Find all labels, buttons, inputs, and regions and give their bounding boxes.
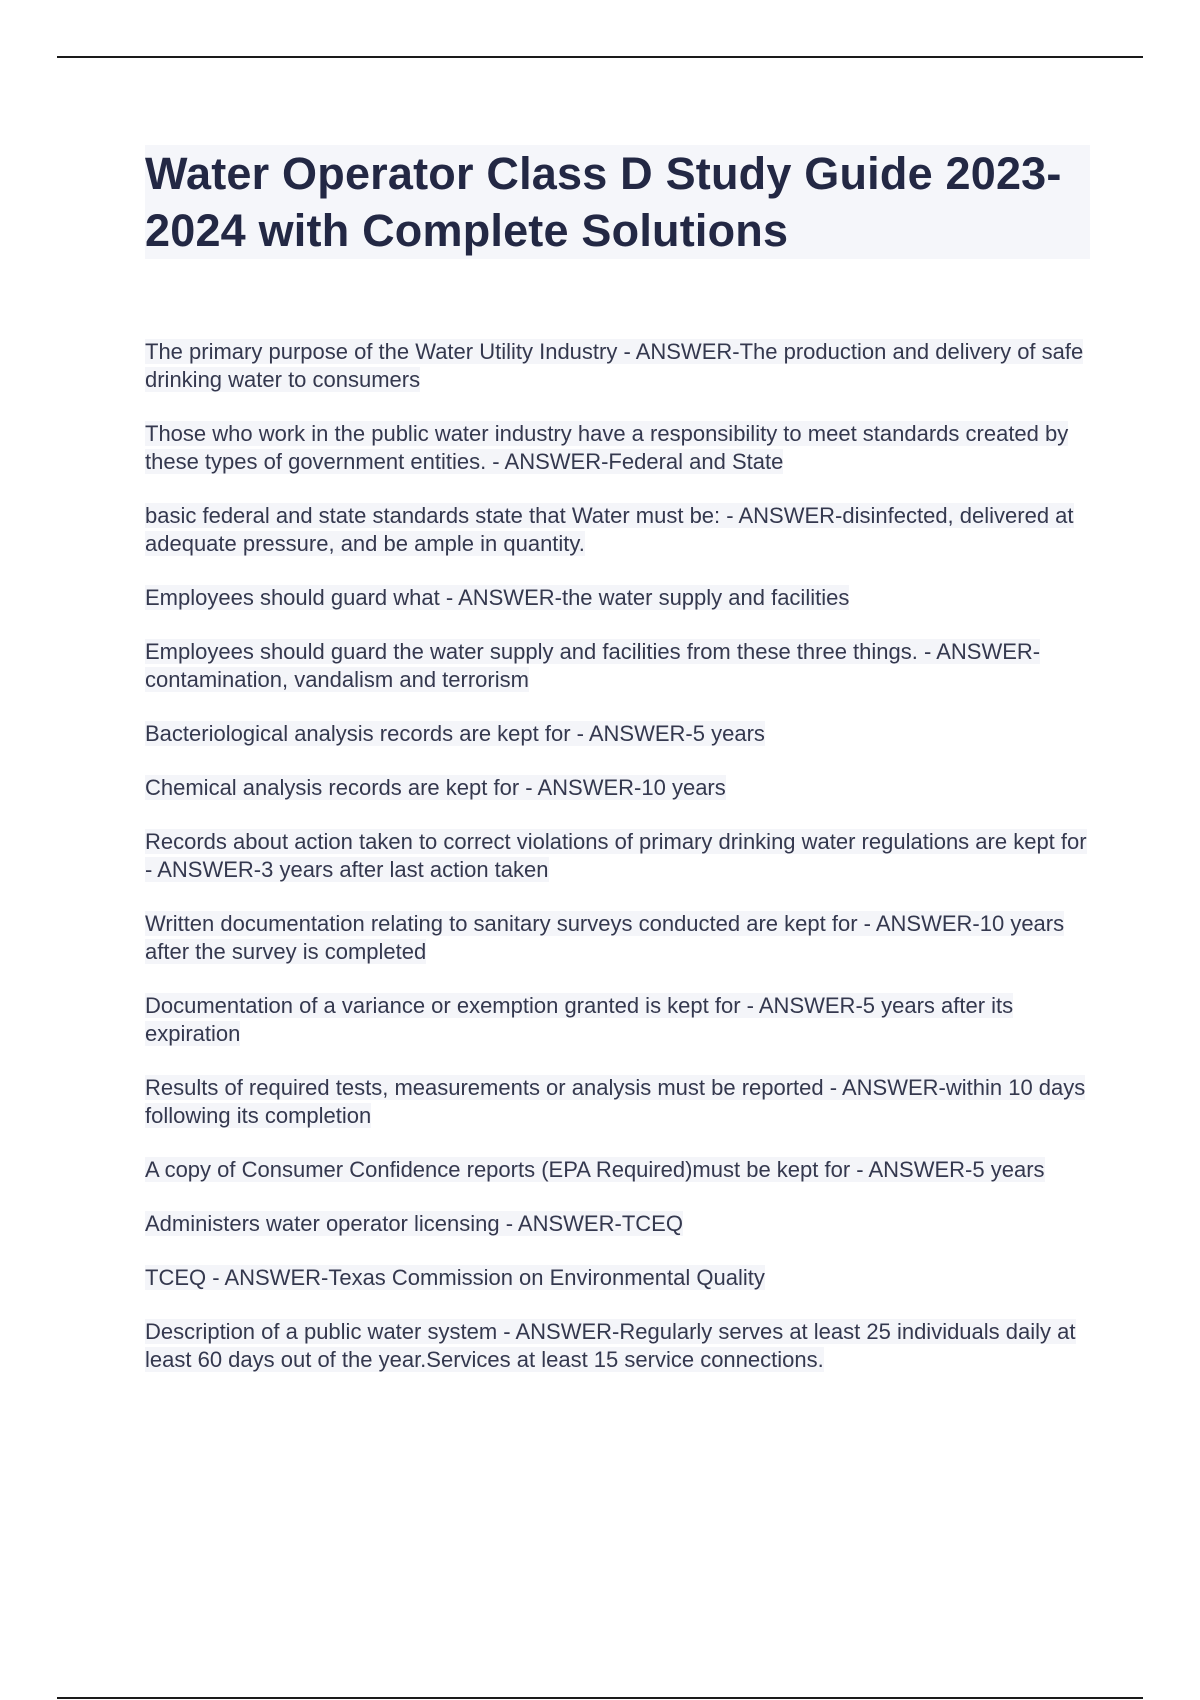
qa-text: A copy of Consumer Confidence reports (EPA Required)must be kept for - ANSWER-5 years (145, 1157, 1045, 1182)
qa-text: Employees should guard the water supply and facilities from these three things. - ANSWER-contamination, vandalism and terrorism (145, 639, 1041, 692)
qa-item (145, 828, 1095, 884)
qa-text: Records about action taken to correct violations of primary drinking water regulations are kept for - ANSWER-3 years after last action taken (145, 829, 1087, 882)
qa-text: Documentation of a variance or exemption granted is kept for - ANSWER-5 years after its expiration (145, 993, 1014, 1046)
qa-text: Those who work in the public water industry have a responsibility to meet standards created by these types of government entities. - ANSWER-Federal and State (145, 421, 1069, 474)
qa-item (145, 774, 1095, 802)
qa-item (145, 420, 1095, 476)
qa-item (145, 1074, 1095, 1130)
qa-text: Bacteriological analysis records are kept for - ANSWER-5 years (145, 721, 765, 746)
top-divider (57, 56, 1143, 58)
qa-item (145, 1264, 1095, 1292)
qa-text: Written documentation relating to sanitary surveys conducted are kept for - ANSWER-10 years after the survey is completed (145, 911, 1065, 964)
bottom-divider (57, 1697, 1143, 1699)
qa-text: TCEQ - ANSWER-Texas Commission on Environmental Quality (145, 1265, 765, 1290)
qa-item (145, 1210, 1095, 1238)
qa-text: basic federal and state standards state that Water must be: - ANSWER-disinfected, delivered at adequate pressure, and be ample in quantity. (145, 503, 1074, 556)
qa-item (145, 992, 1095, 1048)
qa-item (145, 720, 1095, 748)
qa-text: Results of required tests, measurements or analysis must be reported - ANSWER-within 10 days following its completion (145, 1075, 1086, 1128)
qa-text: Administers water operator licensing - ANSWER-TCEQ (145, 1211, 683, 1236)
qa-text: Description of a public water system - ANSWER-Regularly serves at least 25 individuals daily at least 60 days out of the year.Services at least 15 service connections. (145, 1319, 1076, 1372)
document-title: Water Operator Class D Study Guide 2023-2024 with Complete Solutions (145, 148, 1062, 256)
qa-item (145, 638, 1095, 694)
qa-item (145, 1318, 1095, 1374)
qa-item (145, 910, 1095, 966)
qa-text: Employees should guard what - ANSWER-the water supply and facilities (145, 585, 850, 610)
title-block (145, 145, 1090, 259)
qa-item (145, 1156, 1095, 1184)
qa-item (145, 584, 1095, 612)
qa-item (145, 338, 1095, 394)
qa-item (145, 502, 1095, 558)
qa-text: Chemical analysis records are kept for - ANSWER-10 years (145, 775, 726, 800)
qa-list (145, 338, 1095, 1400)
qa-text: The primary purpose of the Water Utility Industry - ANSWER-The production and delivery of safe drinking water to consumers (145, 339, 1084, 392)
